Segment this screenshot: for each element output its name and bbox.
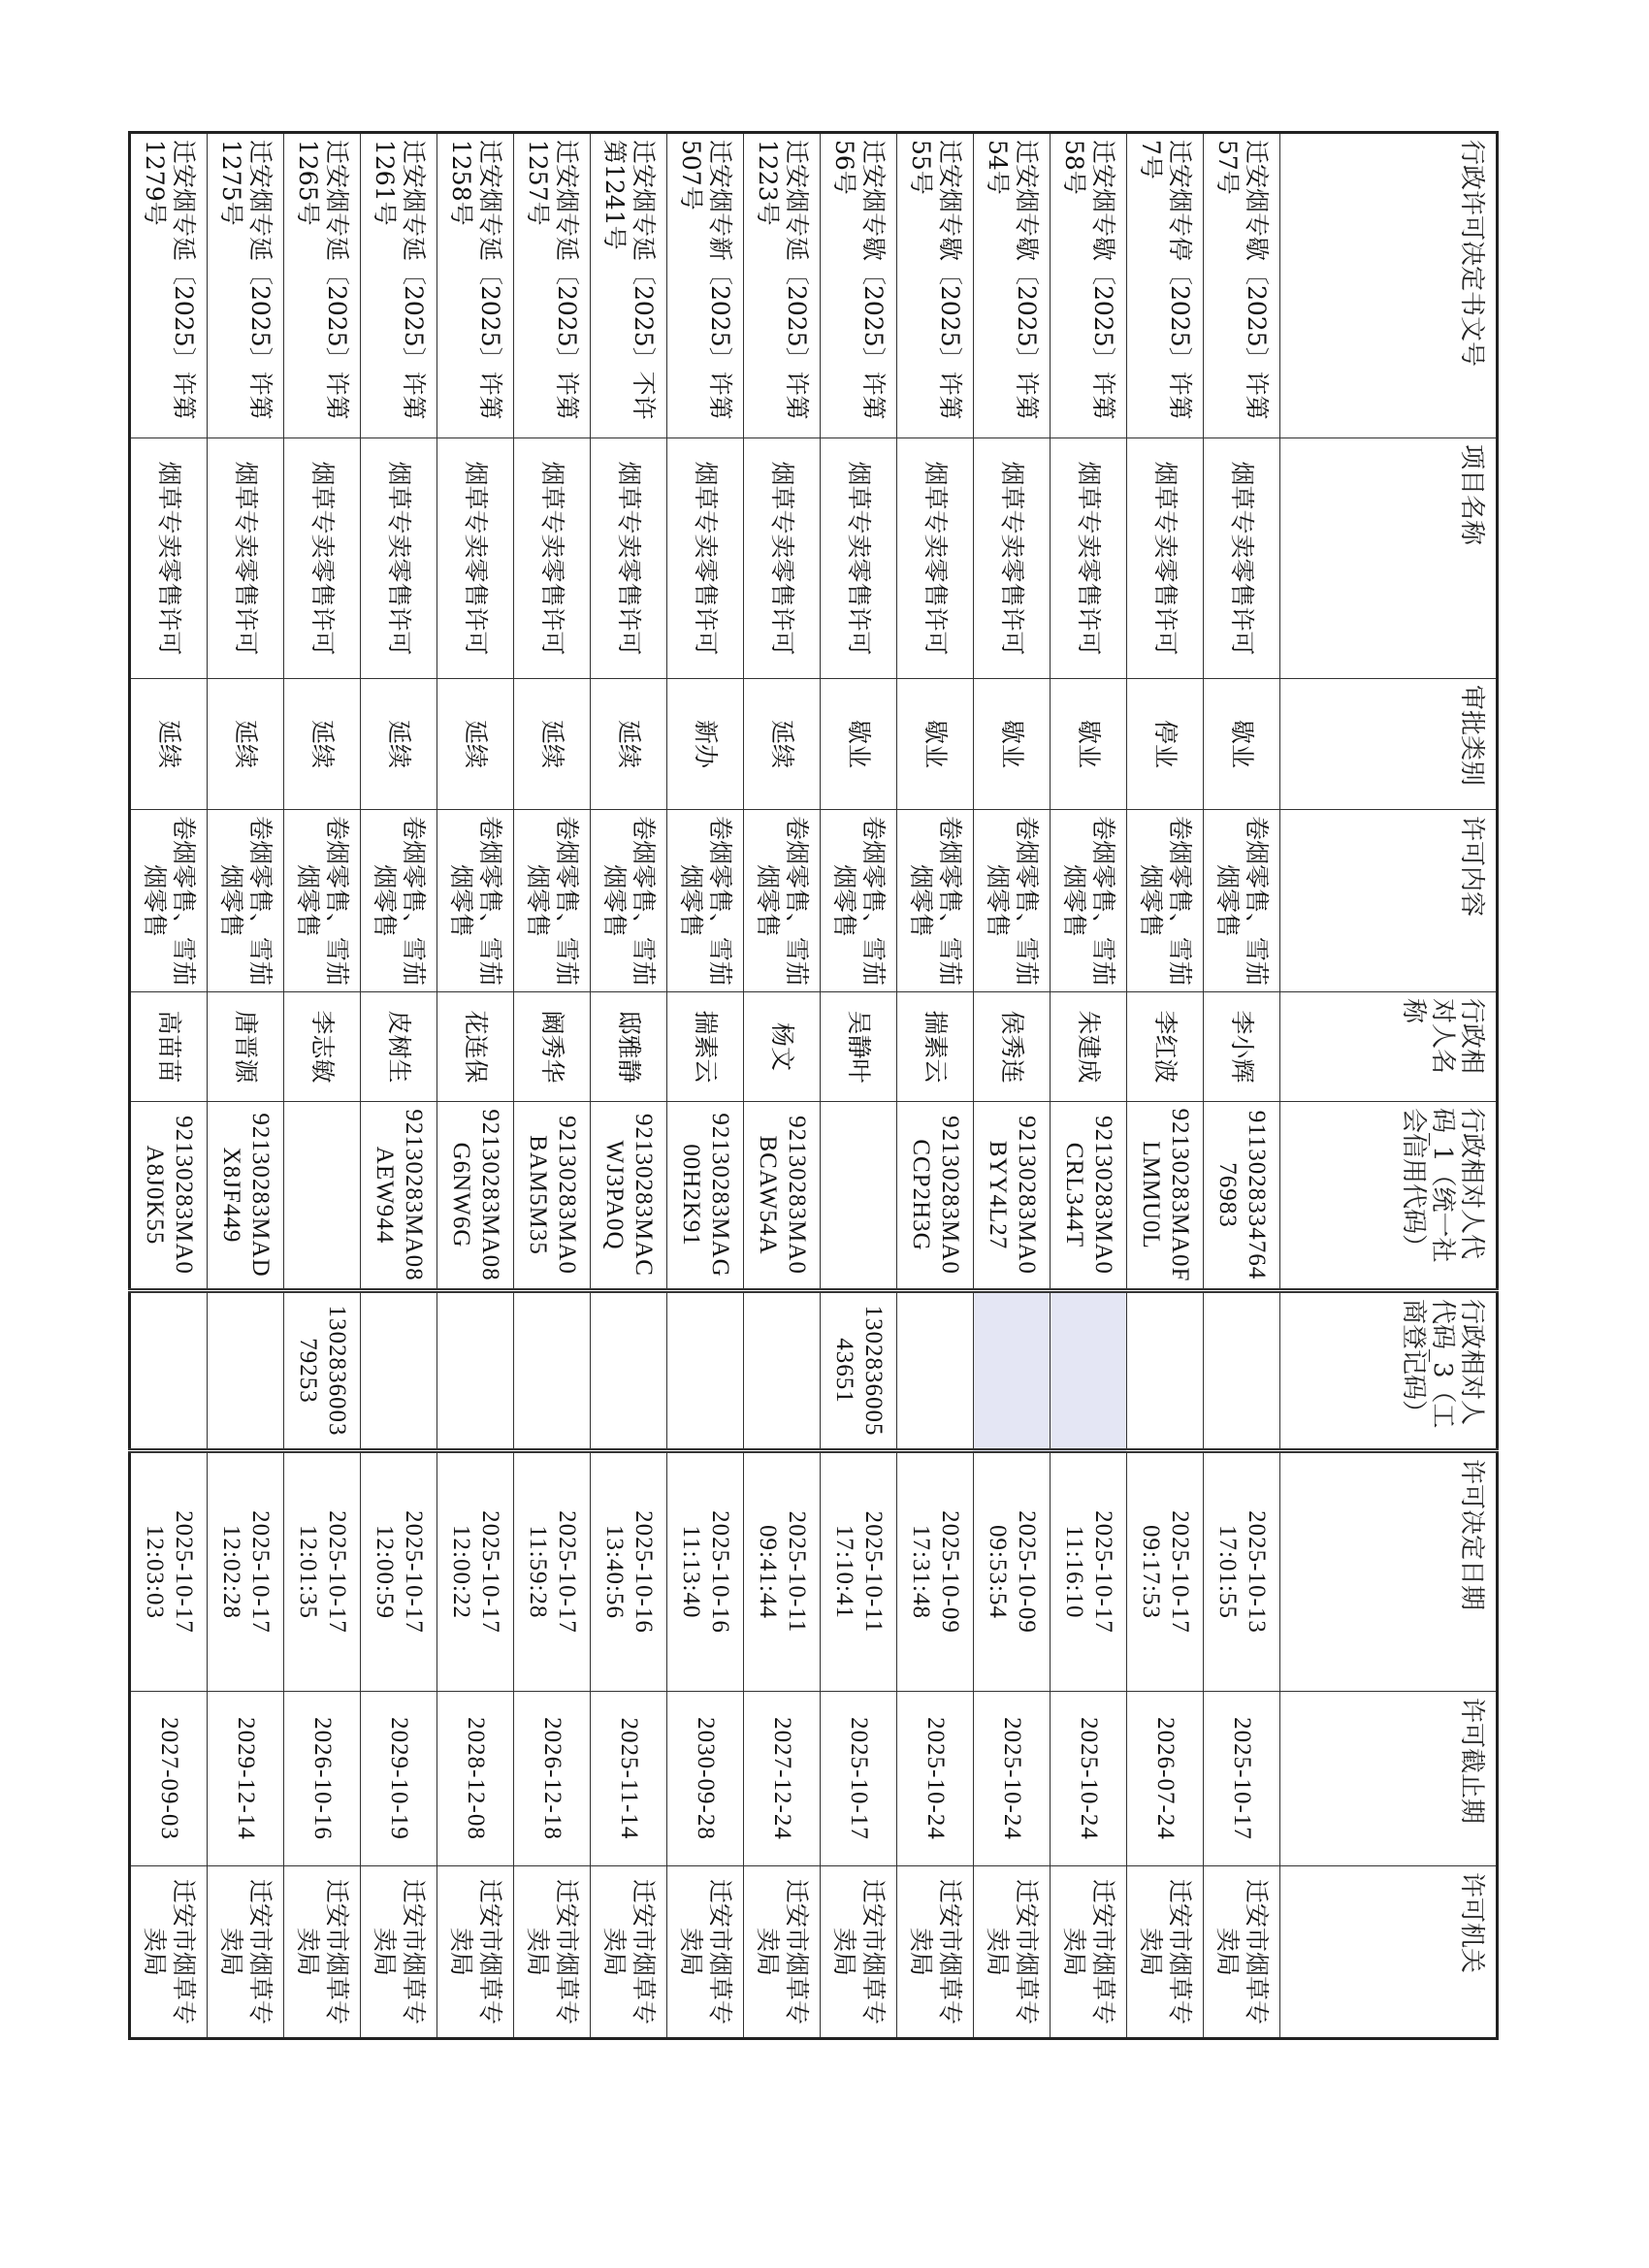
cell-end-date: 2025-10-17 bbox=[821, 1692, 897, 1866]
header-project: 项目名称 bbox=[1280, 438, 1498, 679]
cell-name: 邸雅静 bbox=[591, 992, 667, 1102]
table-row bbox=[437, 133, 514, 2039]
cell-authority: 迁安市烟草专卖局 bbox=[1204, 1866, 1280, 2039]
cell-date bbox=[1051, 1451, 1127, 1692]
time-value: 11:16:10 bbox=[1061, 1525, 1087, 1619]
cell-authority: 迁安市烟草专卖局 bbox=[974, 1866, 1051, 2039]
cell-date bbox=[974, 1451, 1051, 1692]
table-row bbox=[897, 133, 974, 2039]
cell-code1: 92130283MA0BCAW54A bbox=[744, 1102, 821, 1291]
cell-category: 停业 bbox=[1127, 679, 1204, 810]
cell-code1 bbox=[821, 1102, 897, 1291]
date-value: 2025-10-17 bbox=[1090, 1510, 1116, 1634]
cell-name: 朱建成 bbox=[1051, 992, 1127, 1102]
cell-end-date: 2026-12-18 bbox=[514, 1692, 591, 1866]
date-value: 2025-10-17 bbox=[324, 1510, 350, 1634]
cell-date bbox=[437, 1451, 514, 1692]
time-value: 17:31:48 bbox=[908, 1525, 934, 1619]
time-value: 13:40:56 bbox=[601, 1525, 628, 1619]
cell-code3 bbox=[208, 1291, 284, 1451]
cell-content: 卷烟零售、雪茄烟零售 bbox=[821, 810, 897, 992]
table-row bbox=[1051, 133, 1127, 2039]
time-value: 12:03:03 bbox=[142, 1525, 168, 1619]
cell-code3: 130283600543651 bbox=[821, 1291, 897, 1451]
cell-end-date: 2025-10-24 bbox=[1051, 1692, 1127, 1866]
cell-end-date: 2029-10-19 bbox=[361, 1692, 437, 1866]
cell-name: 揣素云 bbox=[897, 992, 974, 1102]
cell-code1: 92130283MA0A8J0K55 bbox=[130, 1102, 208, 1291]
cell-authority: 迁安市烟草专卖局 bbox=[591, 1866, 667, 2039]
header-date: 许可决定日期 bbox=[1280, 1451, 1498, 1692]
date-value: 2025-10-11 bbox=[784, 1510, 810, 1634]
cell-name: 花连保 bbox=[437, 992, 514, 1102]
cell-code1: 92130283MA0BYY4L27 bbox=[974, 1102, 1051, 1291]
cell-authority: 迁安市烟草专卖局 bbox=[514, 1866, 591, 2039]
cell-content: 卷烟零售、雪茄烟零售 bbox=[437, 810, 514, 992]
cell-code1: 92130283MADX8JF449 bbox=[208, 1102, 284, 1291]
license-decision-table bbox=[128, 131, 1499, 2040]
cell-doc-number: 迁安烟专延〔2025〕许第1261号 bbox=[361, 133, 437, 438]
cell-name: 皮树生 bbox=[361, 992, 437, 1102]
cell-doc-number: 迁安烟专延〔2025〕许第1257号 bbox=[514, 133, 591, 438]
table-body bbox=[130, 133, 1280, 2039]
cell-doc-number: 迁安烟专歇〔2025〕许第57号 bbox=[1204, 133, 1280, 438]
cell-project: 烟草专卖零售许可 bbox=[130, 438, 208, 679]
cell-code1 bbox=[284, 1102, 361, 1291]
cell-end-date: 2025-10-17 bbox=[1204, 1692, 1280, 1866]
table-row bbox=[130, 133, 208, 2039]
table-row bbox=[821, 133, 897, 2039]
time-value: 09:17:53 bbox=[1138, 1525, 1164, 1619]
cell-authority: 迁安市烟草专卖局 bbox=[744, 1866, 821, 2039]
cell-content: 卷烟零售、雪茄烟零售 bbox=[591, 810, 667, 992]
date-value: 2025-10-17 bbox=[247, 1510, 274, 1634]
cell-authority: 迁安市烟草专卖局 bbox=[667, 1866, 744, 2039]
cell-end-date: 2029-12-14 bbox=[208, 1692, 284, 1866]
cell-code3: 130283600379253 bbox=[284, 1291, 361, 1451]
cell-category: 歇业 bbox=[1204, 679, 1280, 810]
date-value: 2025-10-16 bbox=[707, 1510, 733, 1634]
table-row bbox=[591, 133, 667, 2039]
cell-category: 歇业 bbox=[1051, 679, 1127, 810]
cell-date bbox=[1127, 1451, 1204, 1692]
cell-code1: 92130283MA0CCP2H3G bbox=[897, 1102, 974, 1291]
cell-name: 李小辉 bbox=[1204, 992, 1280, 1102]
cell-project: 烟草专卖零售许可 bbox=[514, 438, 591, 679]
cell-content: 卷烟零售、雪茄烟零售 bbox=[130, 810, 208, 992]
cell-category: 延续 bbox=[361, 679, 437, 810]
cell-name: 李红波 bbox=[1127, 992, 1204, 1102]
cell-date bbox=[361, 1451, 437, 1692]
cell-category: 延续 bbox=[208, 679, 284, 810]
license-table-sheet bbox=[141, 131, 1499, 2037]
cell-content: 卷烟零售、雪茄烟零售 bbox=[744, 810, 821, 992]
cell-content: 卷烟零售、雪茄烟零售 bbox=[974, 810, 1051, 992]
cell-project: 烟草专卖零售许可 bbox=[974, 438, 1051, 679]
time-value: 11:59:28 bbox=[525, 1525, 551, 1619]
cell-project: 烟草专卖零售许可 bbox=[744, 438, 821, 679]
cell-authority: 迁安市烟草专卖局 bbox=[361, 1866, 437, 2039]
cell-doc-number: 迁安烟专停〔2025〕许第7号 bbox=[1127, 133, 1204, 438]
cell-content: 卷烟零售、雪茄烟零售 bbox=[208, 810, 284, 992]
header-end-date: 许可截止期 bbox=[1280, 1692, 1498, 1866]
cell-doc-number: 迁安烟专歇〔2025〕许第55号 bbox=[897, 133, 974, 438]
cell-end-date: 2025-10-24 bbox=[897, 1692, 974, 1866]
cell-authority: 迁安市烟草专卖局 bbox=[437, 1866, 514, 2039]
cell-code3 bbox=[667, 1291, 744, 1451]
header-row bbox=[1280, 133, 1498, 2039]
cell-category: 延续 bbox=[437, 679, 514, 810]
cell-doc-number: 迁安烟专延〔2025〕许第1258号 bbox=[437, 133, 514, 438]
cell-end-date: 2025-10-24 bbox=[974, 1692, 1051, 1866]
cell-code1: 92130283MACWJ3PA0Q bbox=[591, 1102, 667, 1291]
header-authority: 许可机关 bbox=[1280, 1866, 1498, 2039]
cell-project: 烟草专卖零售许可 bbox=[821, 438, 897, 679]
cell-name: 高苗苗 bbox=[130, 992, 208, 1102]
cell-authority: 迁安市烟草专卖局 bbox=[130, 1866, 208, 2039]
cell-code3 bbox=[1127, 1291, 1204, 1451]
cell-category: 歇业 bbox=[974, 679, 1051, 810]
cell-code1: 92130283MA0FLMMU0L bbox=[1127, 1102, 1204, 1291]
date-value: 2025-10-17 bbox=[401, 1510, 427, 1634]
table-row bbox=[744, 133, 821, 2039]
date-value: 2025-10-11 bbox=[860, 1510, 887, 1634]
cell-code3 bbox=[1204, 1291, 1280, 1451]
cell-project: 烟草专卖零售许可 bbox=[897, 438, 974, 679]
cell-authority: 迁安市烟草专卖局 bbox=[1127, 1866, 1204, 2039]
cell-authority: 迁安市烟草专卖局 bbox=[208, 1866, 284, 2039]
cell-category: 歇业 bbox=[821, 679, 897, 810]
cell-date bbox=[514, 1451, 591, 1692]
time-value: 09:53:54 bbox=[985, 1525, 1011, 1619]
cell-name: 唐晋源 bbox=[208, 992, 284, 1102]
header-category: 审批类别 bbox=[1280, 679, 1498, 810]
cell-date bbox=[208, 1451, 284, 1692]
cell-category: 新办 bbox=[667, 679, 744, 810]
cell-content: 卷烟零售、雪茄烟零售 bbox=[1204, 810, 1280, 992]
table-row bbox=[208, 133, 284, 2039]
time-value: 12:00:59 bbox=[372, 1525, 398, 1619]
time-value: 11:13:40 bbox=[678, 1525, 704, 1619]
cell-code1: 911302833476476983 bbox=[1204, 1102, 1280, 1291]
cell-category: 歇业 bbox=[897, 679, 974, 810]
cell-end-date: 2026-07-24 bbox=[1127, 1692, 1204, 1866]
date-value: 2025-10-17 bbox=[171, 1510, 197, 1634]
cell-authority: 迁安市烟草专卖局 bbox=[1051, 1866, 1127, 2039]
cell-end-date: 2027-09-03 bbox=[130, 1692, 208, 1866]
cell-project: 烟草专卖零售许可 bbox=[1204, 438, 1280, 679]
cell-code1: 92130283MA08AEW944 bbox=[361, 1102, 437, 1291]
cell-date bbox=[897, 1451, 974, 1692]
cell-code3 bbox=[974, 1291, 1051, 1451]
cell-code1: 92130283MAG00H2K91 bbox=[667, 1102, 744, 1291]
cell-code3 bbox=[744, 1291, 821, 1451]
cell-name: 阚秀华 bbox=[514, 992, 591, 1102]
cell-code3 bbox=[897, 1291, 974, 1451]
header-content: 许可内容 bbox=[1280, 810, 1498, 992]
cell-category: 延续 bbox=[591, 679, 667, 810]
date-value: 2025-10-09 bbox=[937, 1510, 963, 1634]
cell-doc-number: 迁安烟专延〔2025〕许第1265号 bbox=[284, 133, 361, 438]
cell-project: 烟草专卖零售许可 bbox=[1127, 438, 1204, 679]
cell-authority: 迁安市烟草专卖局 bbox=[821, 1866, 897, 2039]
table-row bbox=[667, 133, 744, 2039]
cell-content: 卷烟零售、雪茄烟零售 bbox=[514, 810, 591, 992]
cell-content: 卷烟零售、雪茄烟零售 bbox=[1127, 810, 1204, 992]
cell-date bbox=[591, 1451, 667, 1692]
cell-code3 bbox=[437, 1291, 514, 1451]
cell-name: 杨文 bbox=[744, 992, 821, 1102]
date-value: 2025-10-16 bbox=[630, 1510, 657, 1634]
cell-end-date: 2028-12-08 bbox=[437, 1692, 514, 1866]
cell-code1: 92130283MA0CRL344T bbox=[1051, 1102, 1127, 1291]
cell-content: 卷烟零售、雪茄烟零售 bbox=[284, 810, 361, 992]
cell-project: 烟草专卖零售许可 bbox=[361, 438, 437, 679]
cell-doc-number: 迁安烟专延〔2025〕许第1279号 bbox=[130, 133, 208, 438]
cell-end-date: 2026-10-16 bbox=[284, 1692, 361, 1866]
cell-content: 卷烟零售、雪茄烟零售 bbox=[667, 810, 744, 992]
table-row bbox=[974, 133, 1051, 2039]
time-value: 09:41:44 bbox=[755, 1525, 781, 1619]
cell-content: 卷烟零售、雪茄烟零售 bbox=[897, 810, 974, 992]
cell-project: 烟草专卖零售许可 bbox=[284, 438, 361, 679]
cell-name: 吴静叶 bbox=[821, 992, 897, 1102]
time-value: 12:00:22 bbox=[448, 1525, 474, 1619]
cell-doc-number: 迁安烟专延〔2025〕许第1275号 bbox=[208, 133, 284, 438]
cell-category: 延续 bbox=[744, 679, 821, 810]
cell-category: 延续 bbox=[130, 679, 208, 810]
time-value: 17:01:55 bbox=[1214, 1525, 1241, 1619]
cell-category: 延续 bbox=[514, 679, 591, 810]
date-value: 2025-10-17 bbox=[477, 1510, 503, 1634]
cell-doc-number: 迁安烟专延〔2025〕许第1223号 bbox=[744, 133, 821, 438]
cell-code3 bbox=[1051, 1291, 1127, 1451]
cell-category: 延续 bbox=[284, 679, 361, 810]
cell-content: 卷烟零售、雪茄烟零售 bbox=[1051, 810, 1127, 992]
cell-project: 烟草专卖零售许可 bbox=[437, 438, 514, 679]
time-value: 17:10:41 bbox=[831, 1525, 857, 1619]
cell-date bbox=[284, 1451, 361, 1692]
cell-end-date: 2030-09-28 bbox=[667, 1692, 744, 1866]
cell-name: 侯秀连 bbox=[974, 992, 1051, 1102]
cell-code3 bbox=[591, 1291, 667, 1451]
cell-date bbox=[744, 1451, 821, 1692]
date-value: 2025-10-13 bbox=[1244, 1510, 1270, 1634]
cell-project: 烟草专卖零售许可 bbox=[591, 438, 667, 679]
cell-name: 李志敏 bbox=[284, 992, 361, 1102]
cell-name: 揣素云 bbox=[667, 992, 744, 1102]
cell-doc-number: 迁安烟专歇〔2025〕许第56号 bbox=[821, 133, 897, 438]
cell-doc-number: 迁安烟专新〔2025〕许第507号 bbox=[667, 133, 744, 438]
cell-date bbox=[1204, 1451, 1280, 1692]
cell-date bbox=[667, 1451, 744, 1692]
cell-project: 烟草专卖零售许可 bbox=[1051, 438, 1127, 679]
cell-content: 卷烟零售、雪茄烟零售 bbox=[361, 810, 437, 992]
cell-date bbox=[130, 1451, 208, 1692]
cell-code1: 92130283MA08G6NW6G bbox=[437, 1102, 514, 1291]
cell-code3 bbox=[514, 1291, 591, 1451]
time-value: 12:01:35 bbox=[295, 1525, 321, 1619]
cell-authority: 迁安市烟草专卖局 bbox=[284, 1866, 361, 2039]
header-code3: 行政相对人代码_3（工商登记码） bbox=[1280, 1291, 1498, 1451]
date-value: 2025-10-09 bbox=[1014, 1510, 1040, 1634]
cell-doc-number: 迁安烟专歇〔2025〕许第58号 bbox=[1051, 133, 1127, 438]
cell-code3 bbox=[361, 1291, 437, 1451]
cell-date bbox=[821, 1451, 897, 1692]
cell-doc-number: 迁安烟专延〔2025〕不许第1241号 bbox=[591, 133, 667, 438]
header-doc-number: 行政许可决定书文号 bbox=[1280, 133, 1498, 438]
date-value: 2025-10-17 bbox=[554, 1510, 580, 1634]
header-name: 行政相对人名称 bbox=[1280, 992, 1498, 1102]
cell-end-date: 2027-12-24 bbox=[744, 1692, 821, 1866]
cell-end-date: 2025-11-14 bbox=[591, 1692, 667, 1866]
cell-project: 烟草专卖零售许可 bbox=[208, 438, 284, 679]
table-row bbox=[361, 133, 437, 2039]
time-value: 12:02:28 bbox=[218, 1525, 244, 1619]
cell-project: 烟草专卖零售许可 bbox=[667, 438, 744, 679]
cell-doc-number: 迁安烟专歇〔2025〕许第54号 bbox=[974, 133, 1051, 438]
table-row bbox=[1127, 133, 1204, 2039]
cell-code3 bbox=[130, 1291, 208, 1451]
table-row bbox=[284, 133, 361, 2039]
cell-authority: 迁安市烟草专卖局 bbox=[897, 1866, 974, 2039]
header-code1: 行政相对人代码_1（统一社会信用代码） bbox=[1280, 1102, 1498, 1291]
cell-code1: 92130283MA0BAM5M35 bbox=[514, 1102, 591, 1291]
table-row bbox=[1204, 133, 1280, 2039]
table-row bbox=[514, 133, 591, 2039]
date-value: 2025-10-17 bbox=[1167, 1510, 1193, 1634]
